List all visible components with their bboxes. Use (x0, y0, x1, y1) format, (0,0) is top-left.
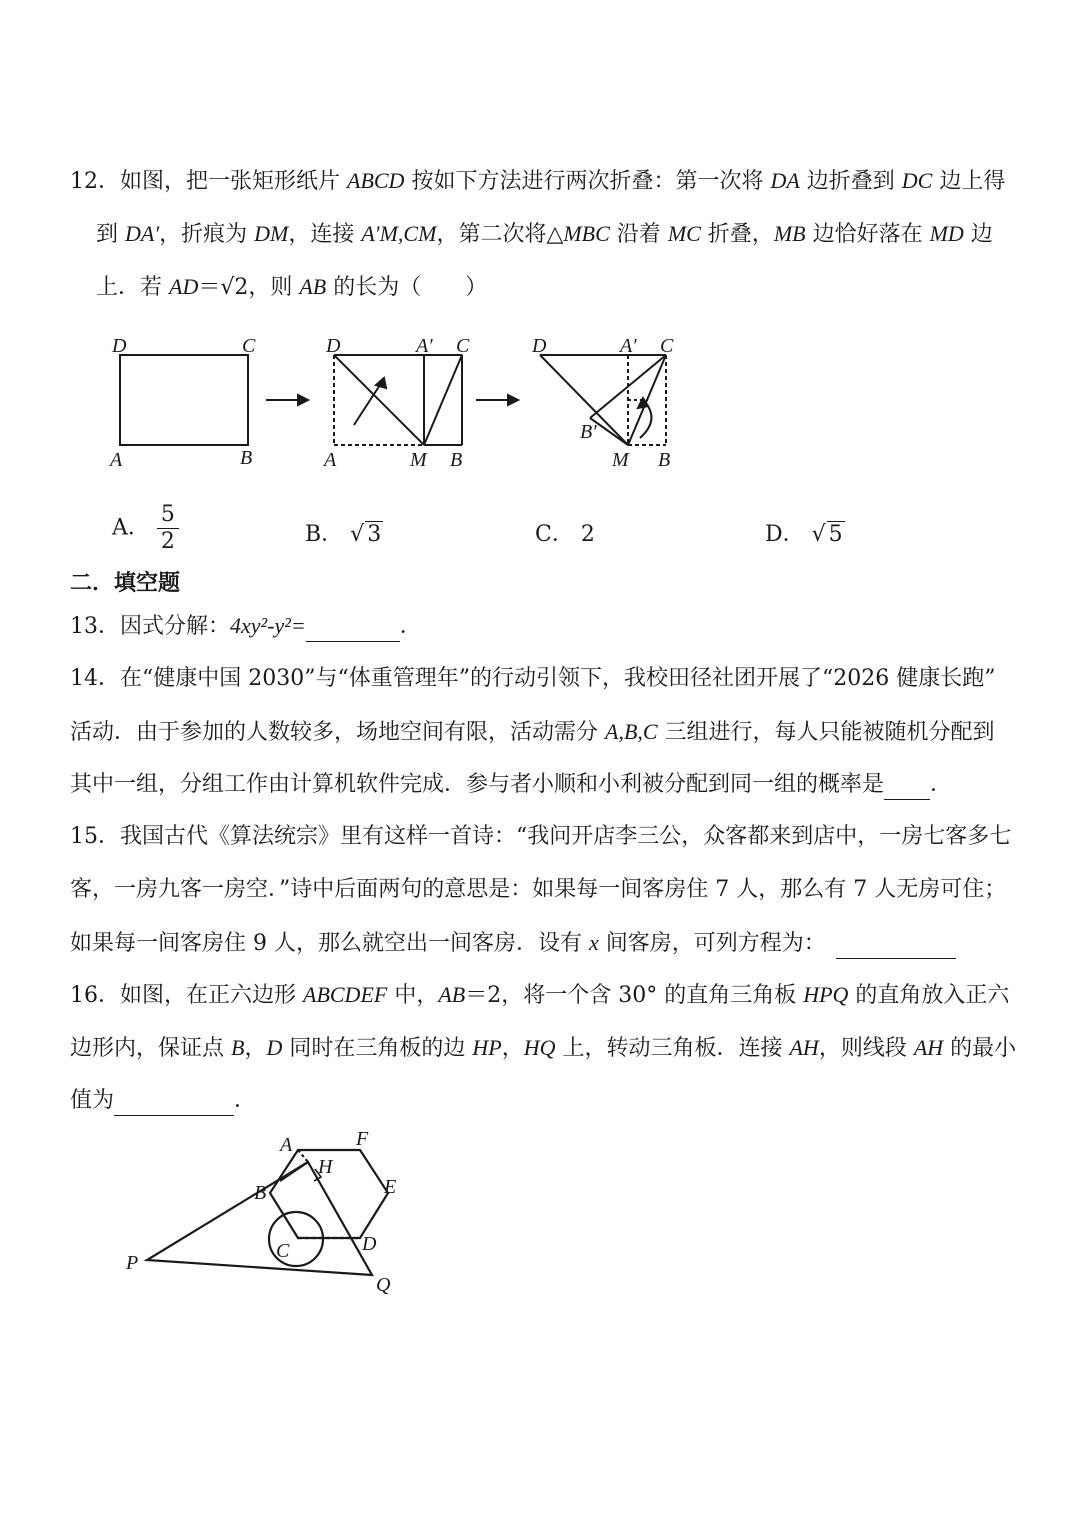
q12-text: 边恰好落在 (805, 222, 930, 247)
q15-text: 如果每一间客房住 9 人，那么就空出一间客房．设有 (70, 931, 589, 956)
choice-c[interactable] (535, 517, 595, 548)
fraction (157, 502, 179, 555)
q12-math: DC (901, 168, 933, 193)
q12-figure-1 (120, 355, 248, 445)
q16-line-1 (70, 980, 1009, 1011)
rectangle-abcd (120, 355, 248, 445)
q16-line-2 (70, 1033, 1016, 1064)
q12-text: 沿着 (609, 222, 668, 247)
fig1-label-b: B (240, 447, 253, 469)
q12-math: MB (773, 221, 806, 246)
q14-line-3 (70, 770, 952, 800)
choice-c-value: 2 (580, 522, 595, 547)
fig3-label-c: C (660, 335, 674, 357)
fig3-label-a1: A′ (620, 335, 637, 357)
fig3-label-m: M (612, 449, 629, 471)
fraction-denominator: 2 (160, 529, 175, 554)
fig2-label-c: C (456, 335, 470, 357)
q12-text: ，连接 (288, 222, 362, 247)
q16-text: ， (244, 1036, 267, 1061)
q12-figures (100, 330, 700, 480)
q12-text: ＝√2，则 (198, 275, 300, 300)
fig-label-d: D (362, 1233, 377, 1255)
q12-text: 的长为（ ） (326, 275, 488, 300)
choice-c-label: C． (535, 522, 574, 547)
q12-line-2 (96, 219, 993, 250)
q13-end: ． (399, 614, 422, 639)
q15-line-2 (70, 875, 1006, 905)
q12-text: 上．若 (96, 275, 169, 300)
q15-text: 客，一房九客一房空．”诗中后面两句的意思是：如果每一间客房住 7 人，那么有 7 人无房可住； (70, 877, 1007, 902)
q16-text: 边形内，保证点 (70, 1036, 231, 1061)
q12-math: AD (169, 274, 199, 299)
q12-math: MD (929, 221, 964, 246)
q16-text: 16．如图，在正六边形 (70, 983, 303, 1008)
q16-text: ，则线段 (818, 1036, 914, 1061)
fig2-label-d: D (326, 335, 341, 357)
fig3-label-b1: B′ (580, 421, 597, 443)
q13-text: 因式分解： (120, 614, 231, 639)
choice-d[interactable] (765, 517, 845, 548)
q14-text: 活动．由于参加的人数较多，场地空间有限，活动需分 (70, 720, 605, 745)
q12-text: 边上得 (932, 169, 1006, 194)
fig1-label-d: D (112, 335, 127, 357)
q14-text: 其中一组，分组工作由计算机软件完成．参与者小顺和小利被分配到同一组的概率是 (70, 772, 885, 797)
choice-a[interactable] (112, 502, 179, 555)
q13-number: 13． (70, 614, 120, 639)
q16-text: 值为 (70, 1088, 115, 1113)
fig-label-f: F (356, 1128, 369, 1150)
fig-label-b: B (254, 1182, 267, 1204)
q12-math: AB (299, 274, 327, 299)
q15-answer-blank[interactable] (836, 936, 956, 959)
fig2-label-m: M (410, 449, 427, 471)
choice-b[interactable] (305, 517, 383, 548)
q16-math: AH (789, 1035, 819, 1060)
triangle-hpq (147, 1162, 372, 1275)
q12-line-3 (96, 272, 487, 303)
q12-figure-2 (334, 355, 462, 445)
q14-text: 三组进行，每人只能被随机分配到 (657, 720, 995, 745)
q12-line-1 (70, 166, 1005, 197)
q16-math: AH (913, 1035, 944, 1060)
fig2-label-a: A (324, 449, 337, 471)
q13-line (70, 611, 422, 642)
q15-text: 15．我国古代《算法统宗》里有这样一首诗：“我问开店李三公，众客都来到店中，一房七客多七 (70, 824, 1012, 849)
q16-line-3 (70, 1086, 256, 1116)
q15-math: x (588, 930, 599, 955)
choice-b-value: 3 (367, 522, 382, 547)
section-heading: 二．填空题 (70, 571, 181, 596)
q16-math: AB (438, 982, 466, 1007)
q12-math: MBC (563, 221, 610, 246)
q12-text: 到 (96, 222, 125, 247)
fig3-label-d: D (532, 335, 547, 357)
q12-text: 折叠， (700, 222, 774, 247)
fig-label-c: C (276, 1240, 290, 1262)
q16-math: HP (472, 1035, 502, 1060)
q15-line-3 (70, 928, 956, 959)
q16-answer-blank[interactable] (114, 1093, 234, 1116)
q12-number: 12． (70, 169, 120, 194)
q12-text: ，折痕为 (159, 222, 255, 247)
arrow-icon (266, 395, 308, 405)
fig3-label-b: B (658, 449, 671, 471)
q12-math: ABCD (347, 168, 405, 193)
q14-answer-blank[interactable] (884, 777, 930, 800)
q12-text: 边 (963, 222, 993, 247)
fig1-label-a: A (110, 449, 123, 471)
q16-text: 同时在三角板的边 (282, 1036, 473, 1061)
q16-text: 的最小 (943, 1036, 1017, 1061)
sqrt-icon: √ (811, 522, 826, 547)
q12-math: A′M,CM (361, 221, 437, 246)
q16-math: B (231, 1035, 245, 1060)
sqrt-icon: √ (350, 522, 365, 547)
q16-end: ． (234, 1088, 257, 1113)
q16-math: HPQ (803, 982, 849, 1007)
q12-text: 如图，把一张矩形纸片 (120, 169, 347, 194)
choice-a-label: A． (112, 515, 150, 541)
q16-text: 中， (387, 983, 439, 1008)
q16-text: 上，转动三角板．连接 (555, 1036, 790, 1061)
q12-math: DA (770, 168, 800, 193)
q12-math: DA′ (125, 221, 160, 246)
fig-label-p: P (126, 1252, 139, 1274)
q16-text: ， (501, 1036, 524, 1061)
arrow-icon (476, 395, 518, 405)
q15-line-1 (70, 822, 1011, 852)
q13-expression: 4xy²-y²= (230, 613, 306, 638)
q16-figure (120, 1125, 420, 1305)
fig2-label-b: B (450, 449, 463, 471)
fig-label-q: Q (376, 1274, 391, 1296)
q16-text: 的直角放入正六 (848, 983, 1010, 1008)
q14-text: 14．在“健康中国 2030”与“体重管理年”的行动引领下，我校田径社团开展了“2026 健康长跑” (70, 666, 996, 691)
q13-answer-blank[interactable] (306, 619, 400, 642)
choice-d-label: D． (765, 522, 805, 547)
fraction-numerator: 5 (157, 502, 179, 529)
q14-math: A,B,C (605, 719, 658, 744)
q12-figure-3 (540, 355, 666, 445)
q12-text: ，第二次将△ (436, 222, 564, 247)
choice-b-label: B． (305, 522, 344, 547)
q16-math: HQ (523, 1035, 556, 1060)
q14-line-2 (70, 717, 995, 748)
fig1-label-c: C (242, 335, 256, 357)
q14-end: ． (930, 772, 953, 797)
q16-math: ABCDEF (303, 982, 388, 1007)
q12-math: MC (667, 221, 701, 246)
q12-text: 边折叠到 (799, 169, 902, 194)
fig-label-e: E (384, 1176, 397, 1198)
q12-text: 按如下方法进行两次折叠：第一次将 (404, 169, 771, 194)
q14-line-1 (70, 664, 995, 694)
q15-text: 间客房，可列方程为： (598, 931, 826, 956)
choice-d-value: 5 (828, 522, 843, 547)
fig-label-a: A (280, 1134, 293, 1156)
q16-math: D (266, 1035, 283, 1060)
q12-math: DM (254, 221, 289, 246)
fig2-label-a1: A′ (416, 335, 433, 357)
q16-text: ＝2，将一个含 30° 的直角三角板 (465, 983, 804, 1008)
fig-label-h: H (318, 1156, 333, 1178)
